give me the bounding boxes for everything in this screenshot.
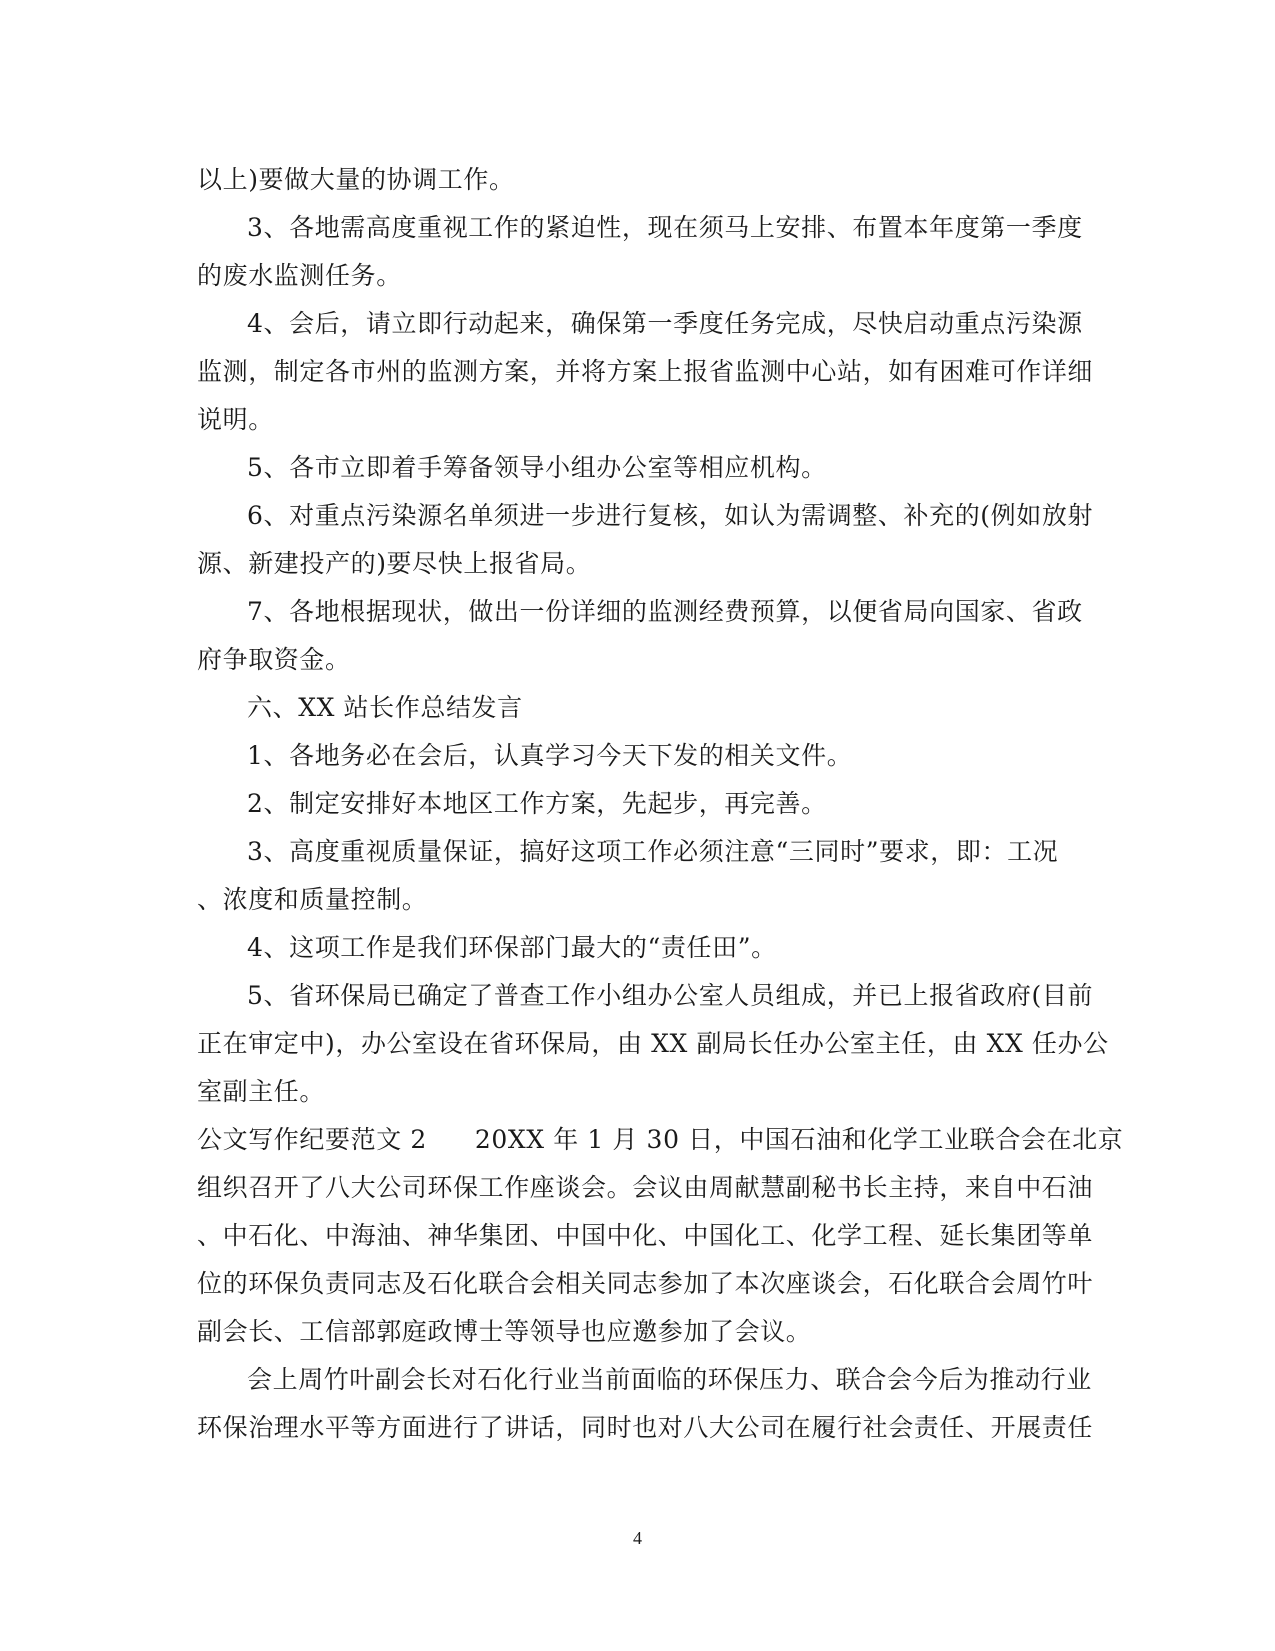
paragraph-block <box>197 156 1109 1116</box>
text-line: 7、各地根据现状，做出一份详细的监测经费预算，以便省局向国家、省政 <box>247 597 1083 626</box>
page-number: 4 <box>633 1528 642 1548</box>
text-line: 环保治理水平等方面进行了讲话，同时也对八大公司在履行社会责任、开展责任 <box>197 1413 1094 1442</box>
text-line: 、浓度和质量控制。 <box>197 885 428 914</box>
text-line: 的废水监测任务。 <box>197 261 402 290</box>
text-line: 5、省环保局已确定了普查工作小组办公室人员组成，并已上报省政府(目前 <box>247 981 1094 1010</box>
text-line: 六、XX 站长作总结发言 <box>247 693 523 722</box>
text-line: 位的环保负责同志及石化联合会相关同志参加了本次座谈会，石化联合会周竹叶 <box>197 1269 1094 1298</box>
document-body <box>197 156 1124 1452</box>
section-heading-line <box>197 1116 1124 1164</box>
text-line: 说明。 <box>197 405 274 434</box>
text-line: 监测，制定各市州的监测方案，并将方案上报省监测中心站，如有困难可作详细 <box>197 357 1094 386</box>
text-line: 会上周竹叶副会长对石化行业当前面临的环保压力、联合会今后为推动行业 <box>247 1365 1092 1394</box>
section-title: 公文写作纪要范文 2 <box>197 1125 427 1154</box>
text-line: 源、新建投产的)要尽快上报省局。 <box>197 549 592 578</box>
text-line: 3、各地需高度重视工作的紧迫性，现在须马上安排、布置本年度第一季度 <box>247 213 1083 242</box>
text-line: 4、会后，请立即行动起来，确保第一季度任务完成，尽快启动重点污染源 <box>247 309 1083 338</box>
text-line: 2、制定安排好本地区工作方案，先起步，再完善。 <box>247 789 827 818</box>
text-line: 正在审定中)，办公室设在省环保局，由 XX 副局长任办公室主任，由 XX 任办公 <box>197 1029 1109 1058</box>
text-line: 府争取资金。 <box>197 645 351 674</box>
text-line: 室副主任。 <box>197 1077 326 1106</box>
paragraph-block-2 <box>197 1164 1094 1452</box>
text-line: 1、各地务必在会后，认真学习今天下发的相关文件。 <box>247 741 853 770</box>
text-line: 、中石化、中海油、神华集团、中国中化、中国化工、化学工程、延长集团等单 <box>197 1221 1094 1250</box>
text-line: 4、这项工作是我们环保部门最大的“责任田”。 <box>247 933 777 962</box>
text-line: 3、高度重视质量保证，搞好这项工作必须注意“三同时”要求，即：工况 <box>247 837 1059 866</box>
text-line: 6、对重点污染源名单须进一步进行复核，如认为需调整、补充的(例如放射 <box>247 501 1094 530</box>
text-line: 副会长、工信部郭庭政博士等领导也应邀参加了会议。 <box>197 1317 812 1346</box>
section-first-line: 20XX 年 1 月 30 日，中国石油和化学工业联合会在北京 <box>474 1125 1124 1154</box>
text-line: 以上)要做大量的协调工作。 <box>197 165 515 194</box>
text-line: 5、各市立即着手筹备领导小组办公室等相应机构。 <box>247 453 827 482</box>
text-line: 组织召开了八大公司环保工作座谈会。会议由周献慧副秘书长主持，来自中石油 <box>197 1173 1094 1202</box>
